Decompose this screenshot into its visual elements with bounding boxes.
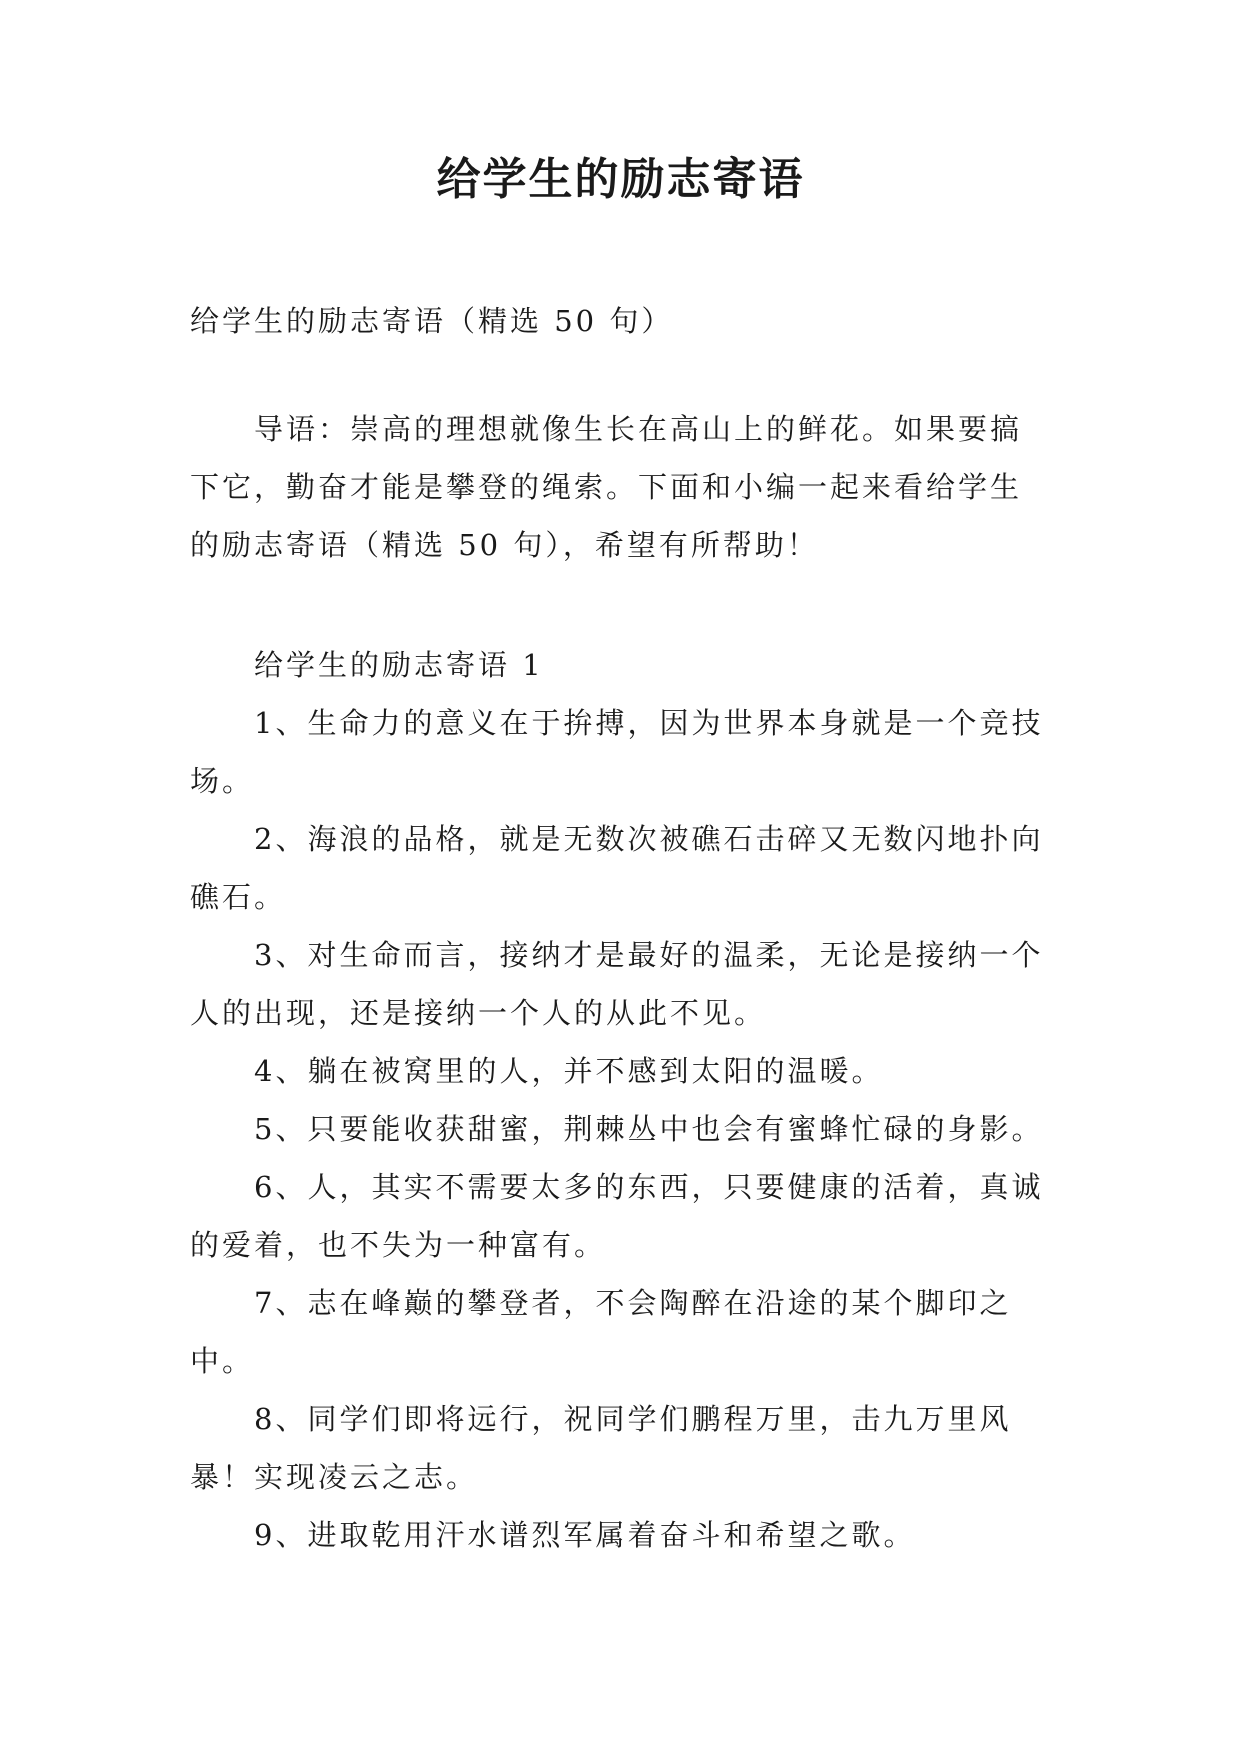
list-item: 7、志在峰巅的攀登者，不会陶醉在沿途的某个脚印之中。: [190, 1286, 1012, 1378]
document-body: [190, 292, 1052, 1564]
list-item: 5、只要能收获甜蜜，荆棘丛中也会有蜜蜂忙碌的身影。: [254, 1112, 1044, 1146]
intro-paragraph: 导语：崇高的理想就像生长在高山上的鲜花。如果要搞下它，勤奋才能是攀登的绳索。下面和小编一起来看给学生的励志寄语（精选 50 句），希望有所帮助！: [190, 412, 1023, 562]
section-heading: 给学生的励志寄语 1: [254, 648, 544, 682]
list-item: 6、人，其实不需要太多的东西，只要健康的活着，真诚的爱着，也不失为一种富有。: [190, 1170, 1044, 1262]
spacer: [190, 350, 1052, 400]
document-title: 给学生的励志寄语: [436, 154, 805, 205]
list-item: 8、同学们即将远行，祝同学们鹏程万里，击九万里风暴！实现凌云之志。: [190, 1402, 1012, 1494]
list-item: 4、躺在被窝里的人，并不感到太阳的温暖。: [254, 1054, 884, 1088]
list-item: 1、生命力的意义在于拚搏，因为世界本身就是一个竞技场。: [190, 706, 1044, 798]
list-item: 2、海浪的品格，就是无数次被礁石击碎又无数闪地扑向礁石。: [190, 822, 1044, 914]
spacer: [190, 574, 1052, 636]
document-subtitle: 给学生的励志寄语（精选 50 句）: [190, 304, 674, 338]
list-item: 9、进取乾用汗水谱烈军属着奋斗和希望之歌。: [254, 1518, 916, 1552]
list-item: 3、对生命而言，接纳才是最好的温柔，无论是接纳一个人的出现，还是接纳一个人的从此不见。: [190, 938, 1044, 1030]
